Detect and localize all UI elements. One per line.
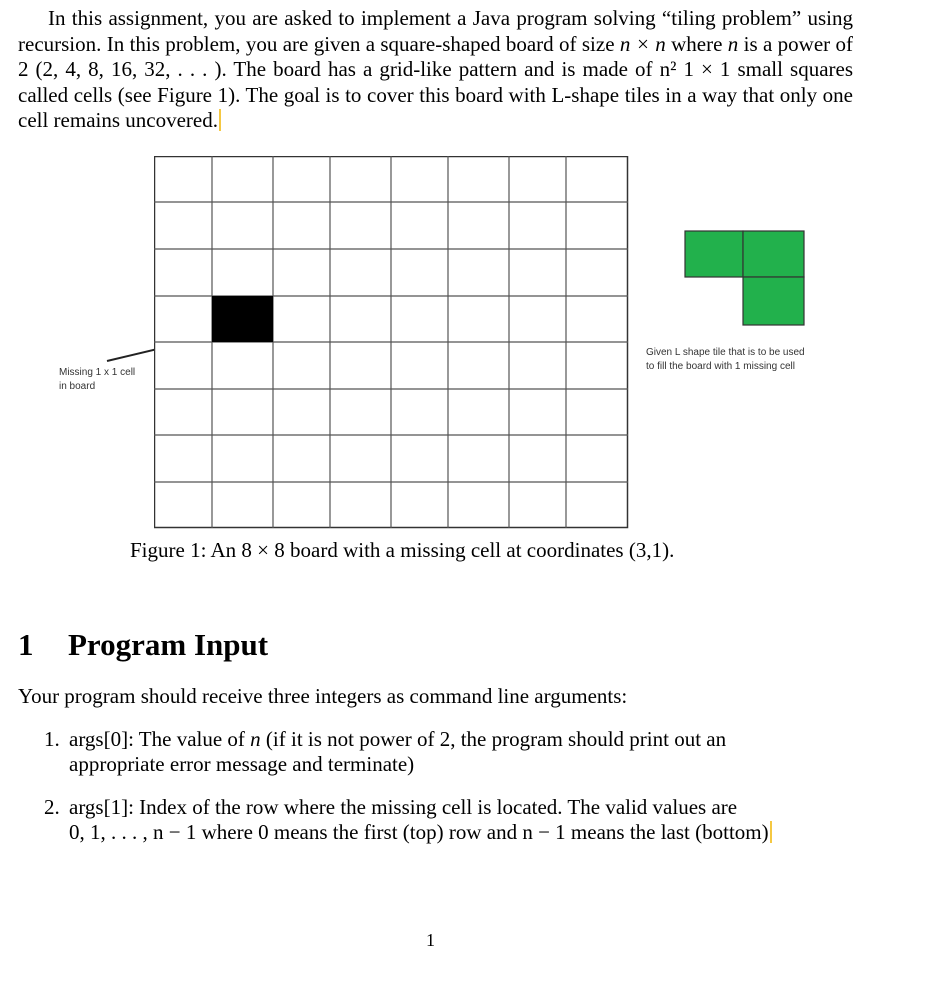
missing-label-line2: in board	[59, 381, 96, 392]
figure-caption: Figure 1: An 8 × 8 board with a missing cell at coordinates (3,1).	[130, 538, 675, 562]
intro-text-3: is a power of 2 (2, 4, 8, 16, 32, . . . ). The board has a grid-like pattern and is made of	[18, 31, 853, 81]
list-item-1-math-n: n	[250, 727, 261, 751]
missing-cell	[212, 296, 273, 342]
list-item	[44, 727, 726, 777]
missing-cell-label	[59, 366, 169, 394]
text-cursor-2	[770, 821, 772, 843]
list-item	[44, 795, 772, 845]
intro-math-n2: n² 1 × 1	[659, 57, 731, 81]
list-item-1-text-a: args[0]: The value of	[69, 727, 251, 751]
page-number: 1	[426, 930, 435, 950]
list-item-number: 2.	[44, 795, 60, 819]
tile-label	[646, 346, 836, 374]
intro-math-n: n	[727, 31, 739, 56]
list-item-1-text-b: (if it is not power of 2, the program should print out an	[260, 727, 727, 751]
intro-text-2: where	[665, 31, 728, 56]
missing-label-line1: Missing 1 x 1 cell	[59, 367, 136, 378]
board-8x8	[154, 156, 630, 530]
list-item-number: 1.	[44, 727, 60, 751]
section-heading	[18, 627, 268, 663]
section-intro: Your program should receive three integers as command line arguments:	[18, 684, 628, 708]
tile-label-line2: to fill the board with 1 missing cell	[646, 361, 795, 372]
intro-text-1: In this assignment, you are asked to implement a Java program solving “tiling problem” using recursion. In this problem, you are given a square-shaped board of size	[18, 6, 853, 56]
list-item-2-line1: args[1]: Index of the row where the missing cell is located. The valid values are	[69, 795, 738, 819]
list-item-2-line2: 0, 1, . . . , n − 1 where 0 means the first (top) row and n − 1 means the last (bottom)	[69, 820, 769, 844]
intro-text-4: small squares called cells (see Figure 1). The goal is to cover this board with L-shape tiles in a way that only one cell remains uncovered.	[18, 57, 854, 132]
list-item-1-line2: appropriate error message and terminate)	[69, 752, 415, 776]
section-number: 1	[18, 627, 34, 662]
section-title: Program Input	[68, 627, 269, 662]
l-shape-tile	[684, 230, 808, 328]
tile-label-line1: Given L shape tile that is to be used	[646, 347, 805, 358]
intro-math-size: n × n	[619, 31, 666, 56]
